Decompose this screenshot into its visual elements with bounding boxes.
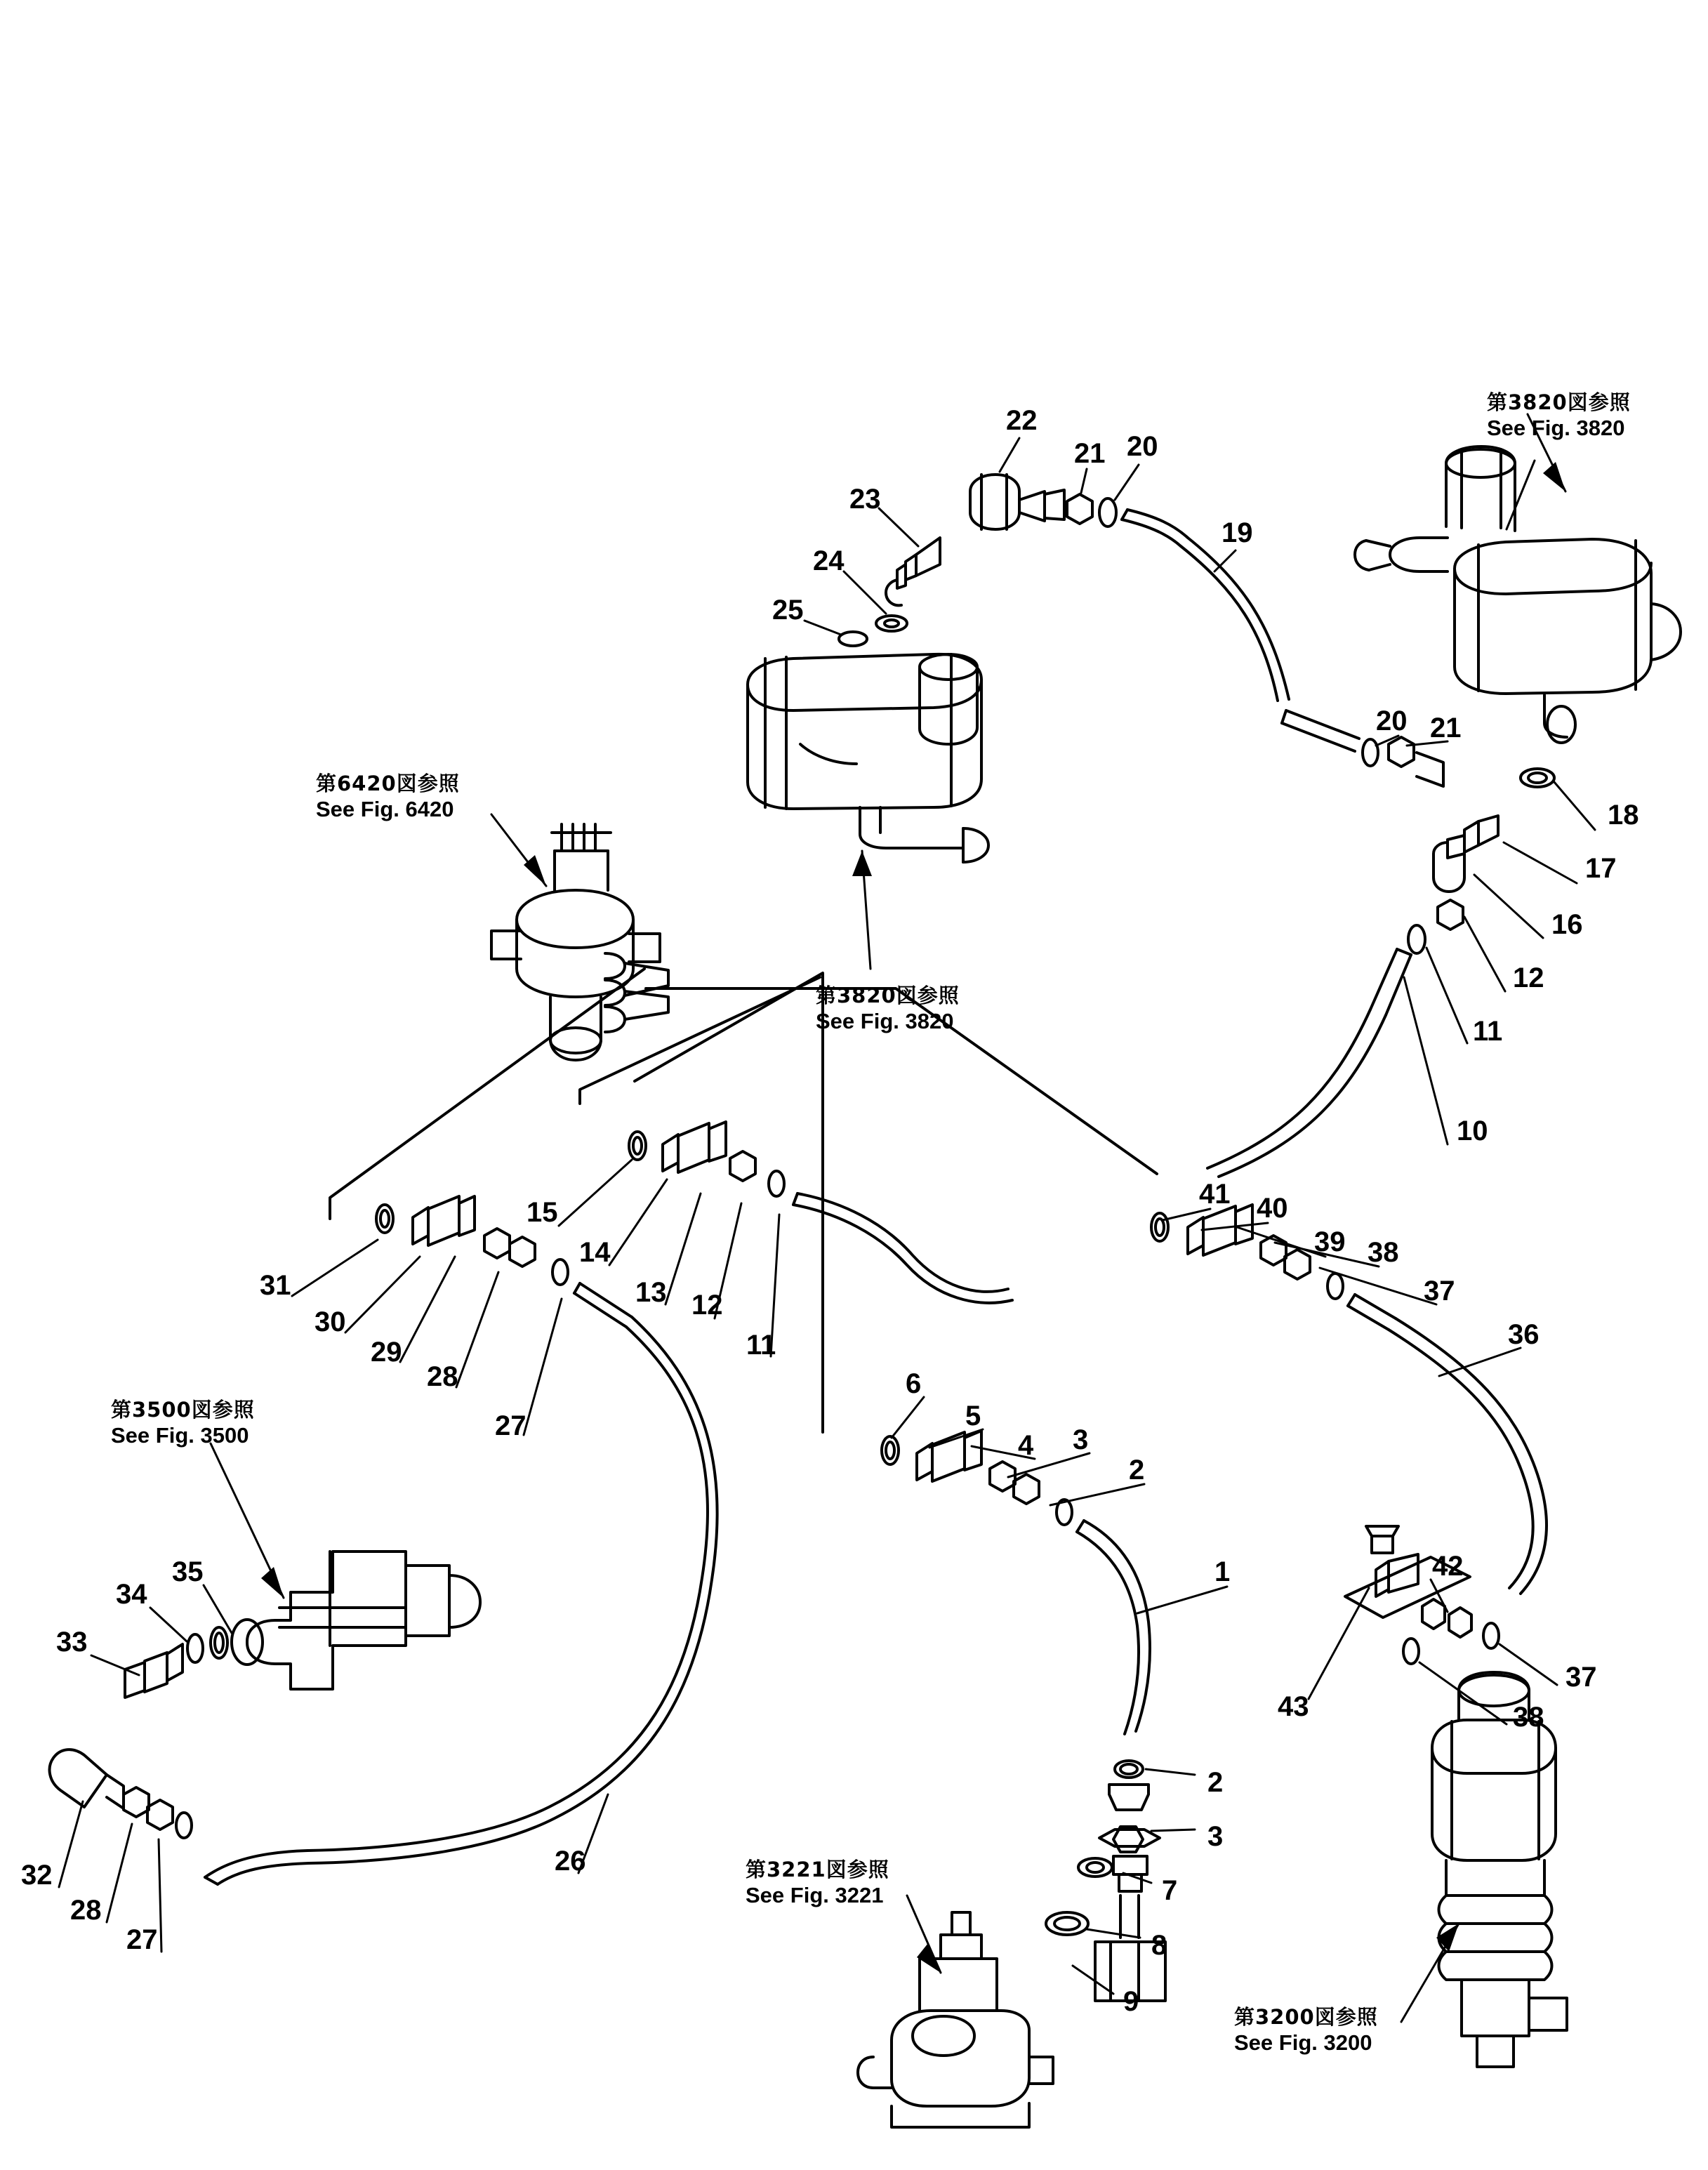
reference-note-en: See Fig. 3221 bbox=[746, 1883, 884, 1908]
callout-20: 20 bbox=[1127, 431, 1158, 462]
callout-25: 25 bbox=[772, 595, 804, 626]
callout-28: 28 bbox=[427, 1361, 458, 1392]
reference-note-en: See Fig. 3500 bbox=[111, 1423, 249, 1448]
callout-28-b: 28 bbox=[70, 1895, 102, 1926]
callout-2: 2 bbox=[1129, 1455, 1145, 1486]
callout-21: 21 bbox=[1074, 438, 1106, 469]
reference-note-jp: 第3820図参照 bbox=[1487, 390, 1631, 414]
callout-24: 24 bbox=[813, 545, 845, 576]
callout-35: 35 bbox=[172, 1556, 204, 1587]
callout-14: 14 bbox=[579, 1237, 611, 1268]
reference-note-jp: 第3820図参照 bbox=[816, 984, 960, 1007]
callout-3-b: 3 bbox=[1207, 1821, 1224, 1852]
callout-19: 19 bbox=[1222, 517, 1253, 548]
callout-31: 31 bbox=[260, 1270, 291, 1301]
callout-36: 36 bbox=[1508, 1319, 1540, 1350]
reference-note-3820-mid bbox=[816, 983, 960, 1036]
reference-note-jp: 第6420図参照 bbox=[316, 772, 460, 795]
callout-12: 12 bbox=[1513, 962, 1544, 993]
callout-8: 8 bbox=[1151, 1930, 1167, 1961]
callout-38: 38 bbox=[1368, 1237, 1399, 1268]
leader-lines bbox=[59, 414, 1595, 2022]
callout-4: 4 bbox=[1018, 1430, 1034, 1461]
callout-13: 13 bbox=[635, 1277, 667, 1308]
reference-note-en: See Fig. 6420 bbox=[316, 797, 454, 822]
reference-note-en: See Fig. 3820 bbox=[1487, 416, 1625, 441]
callout-11: 11 bbox=[1473, 1016, 1503, 1047]
component-pump-bottom bbox=[858, 1912, 1053, 2127]
callout-37: 37 bbox=[1424, 1276, 1455, 1306]
component-control-valve bbox=[491, 824, 668, 1060]
callout-29: 29 bbox=[371, 1337, 402, 1368]
reference-note-3221 bbox=[746, 1857, 889, 1910]
callout-32: 32 bbox=[21, 1860, 53, 1891]
fitting-group-center-main bbox=[882, 1431, 1150, 1734]
callout-22: 22 bbox=[1006, 405, 1038, 436]
callout-42: 42 bbox=[1432, 1551, 1464, 1582]
reference-note-jp: 第3221図参照 bbox=[746, 1858, 889, 1881]
reference-note-en: See Fig. 3200 bbox=[1234, 2030, 1372, 2056]
callout-2-b: 2 bbox=[1207, 1767, 1224, 1798]
callout-38-b: 38 bbox=[1513, 1702, 1544, 1733]
fitting-group-bracket-42-43 bbox=[1345, 1526, 1499, 1664]
reference-note-6420 bbox=[316, 771, 460, 823]
callout-3: 3 bbox=[1073, 1424, 1089, 1455]
component-solenoid-left bbox=[50, 1552, 480, 1838]
callout-11-b: 11 bbox=[746, 1330, 776, 1361]
reference-note-jp: 第3200図参照 bbox=[1234, 2005, 1378, 2029]
callout-37-b: 37 bbox=[1565, 1662, 1597, 1693]
callout-41: 41 bbox=[1199, 1179, 1231, 1210]
component-actuator-right bbox=[1432, 1672, 1567, 2067]
component-air-reservoir-right bbox=[1355, 446, 1681, 743]
callout-23: 23 bbox=[849, 484, 881, 515]
callout-15: 15 bbox=[527, 1197, 558, 1228]
fitting-group-top-left bbox=[839, 475, 1289, 701]
fitting-group-center-upper bbox=[629, 1122, 1012, 1303]
callout-30: 30 bbox=[315, 1306, 346, 1337]
callout-1: 1 bbox=[1214, 1556, 1231, 1587]
callout-5: 5 bbox=[965, 1401, 981, 1431]
callout-26: 26 bbox=[555, 1846, 586, 1877]
fitting-group-right bbox=[1207, 710, 1554, 1177]
callout-16: 16 bbox=[1551, 909, 1583, 940]
callout-20-b: 20 bbox=[1376, 706, 1408, 736]
callout-33: 33 bbox=[56, 1627, 88, 1658]
fitting-group-right-lower bbox=[1151, 1205, 1547, 1594]
component-air-reservoir-left bbox=[748, 654, 988, 862]
callout-27: 27 bbox=[495, 1410, 527, 1441]
reference-note-3820-top bbox=[1487, 390, 1631, 442]
callout-21-b: 21 bbox=[1430, 713, 1462, 743]
callout-6: 6 bbox=[906, 1368, 922, 1399]
callout-10: 10 bbox=[1457, 1116, 1488, 1146]
callout-9: 9 bbox=[1123, 1986, 1139, 2017]
callout-34: 34 bbox=[116, 1579, 147, 1610]
callout-12-b: 12 bbox=[691, 1290, 723, 1321]
callout-18: 18 bbox=[1608, 800, 1639, 831]
leader-arrowheads bbox=[261, 462, 1565, 1973]
callout-40: 40 bbox=[1257, 1193, 1288, 1224]
callout-17: 17 bbox=[1585, 853, 1617, 884]
reference-note-en: See Fig. 3820 bbox=[816, 1009, 954, 1034]
reference-note-3500 bbox=[111, 1397, 255, 1450]
callout-27-b: 27 bbox=[126, 1924, 158, 1955]
callout-39: 39 bbox=[1314, 1226, 1346, 1257]
reference-note-jp: 第3500図参照 bbox=[111, 1398, 255, 1422]
reference-note-3200 bbox=[1234, 2004, 1378, 2057]
callout-7: 7 bbox=[1162, 1875, 1178, 1906]
callout-43: 43 bbox=[1278, 1691, 1309, 1722]
